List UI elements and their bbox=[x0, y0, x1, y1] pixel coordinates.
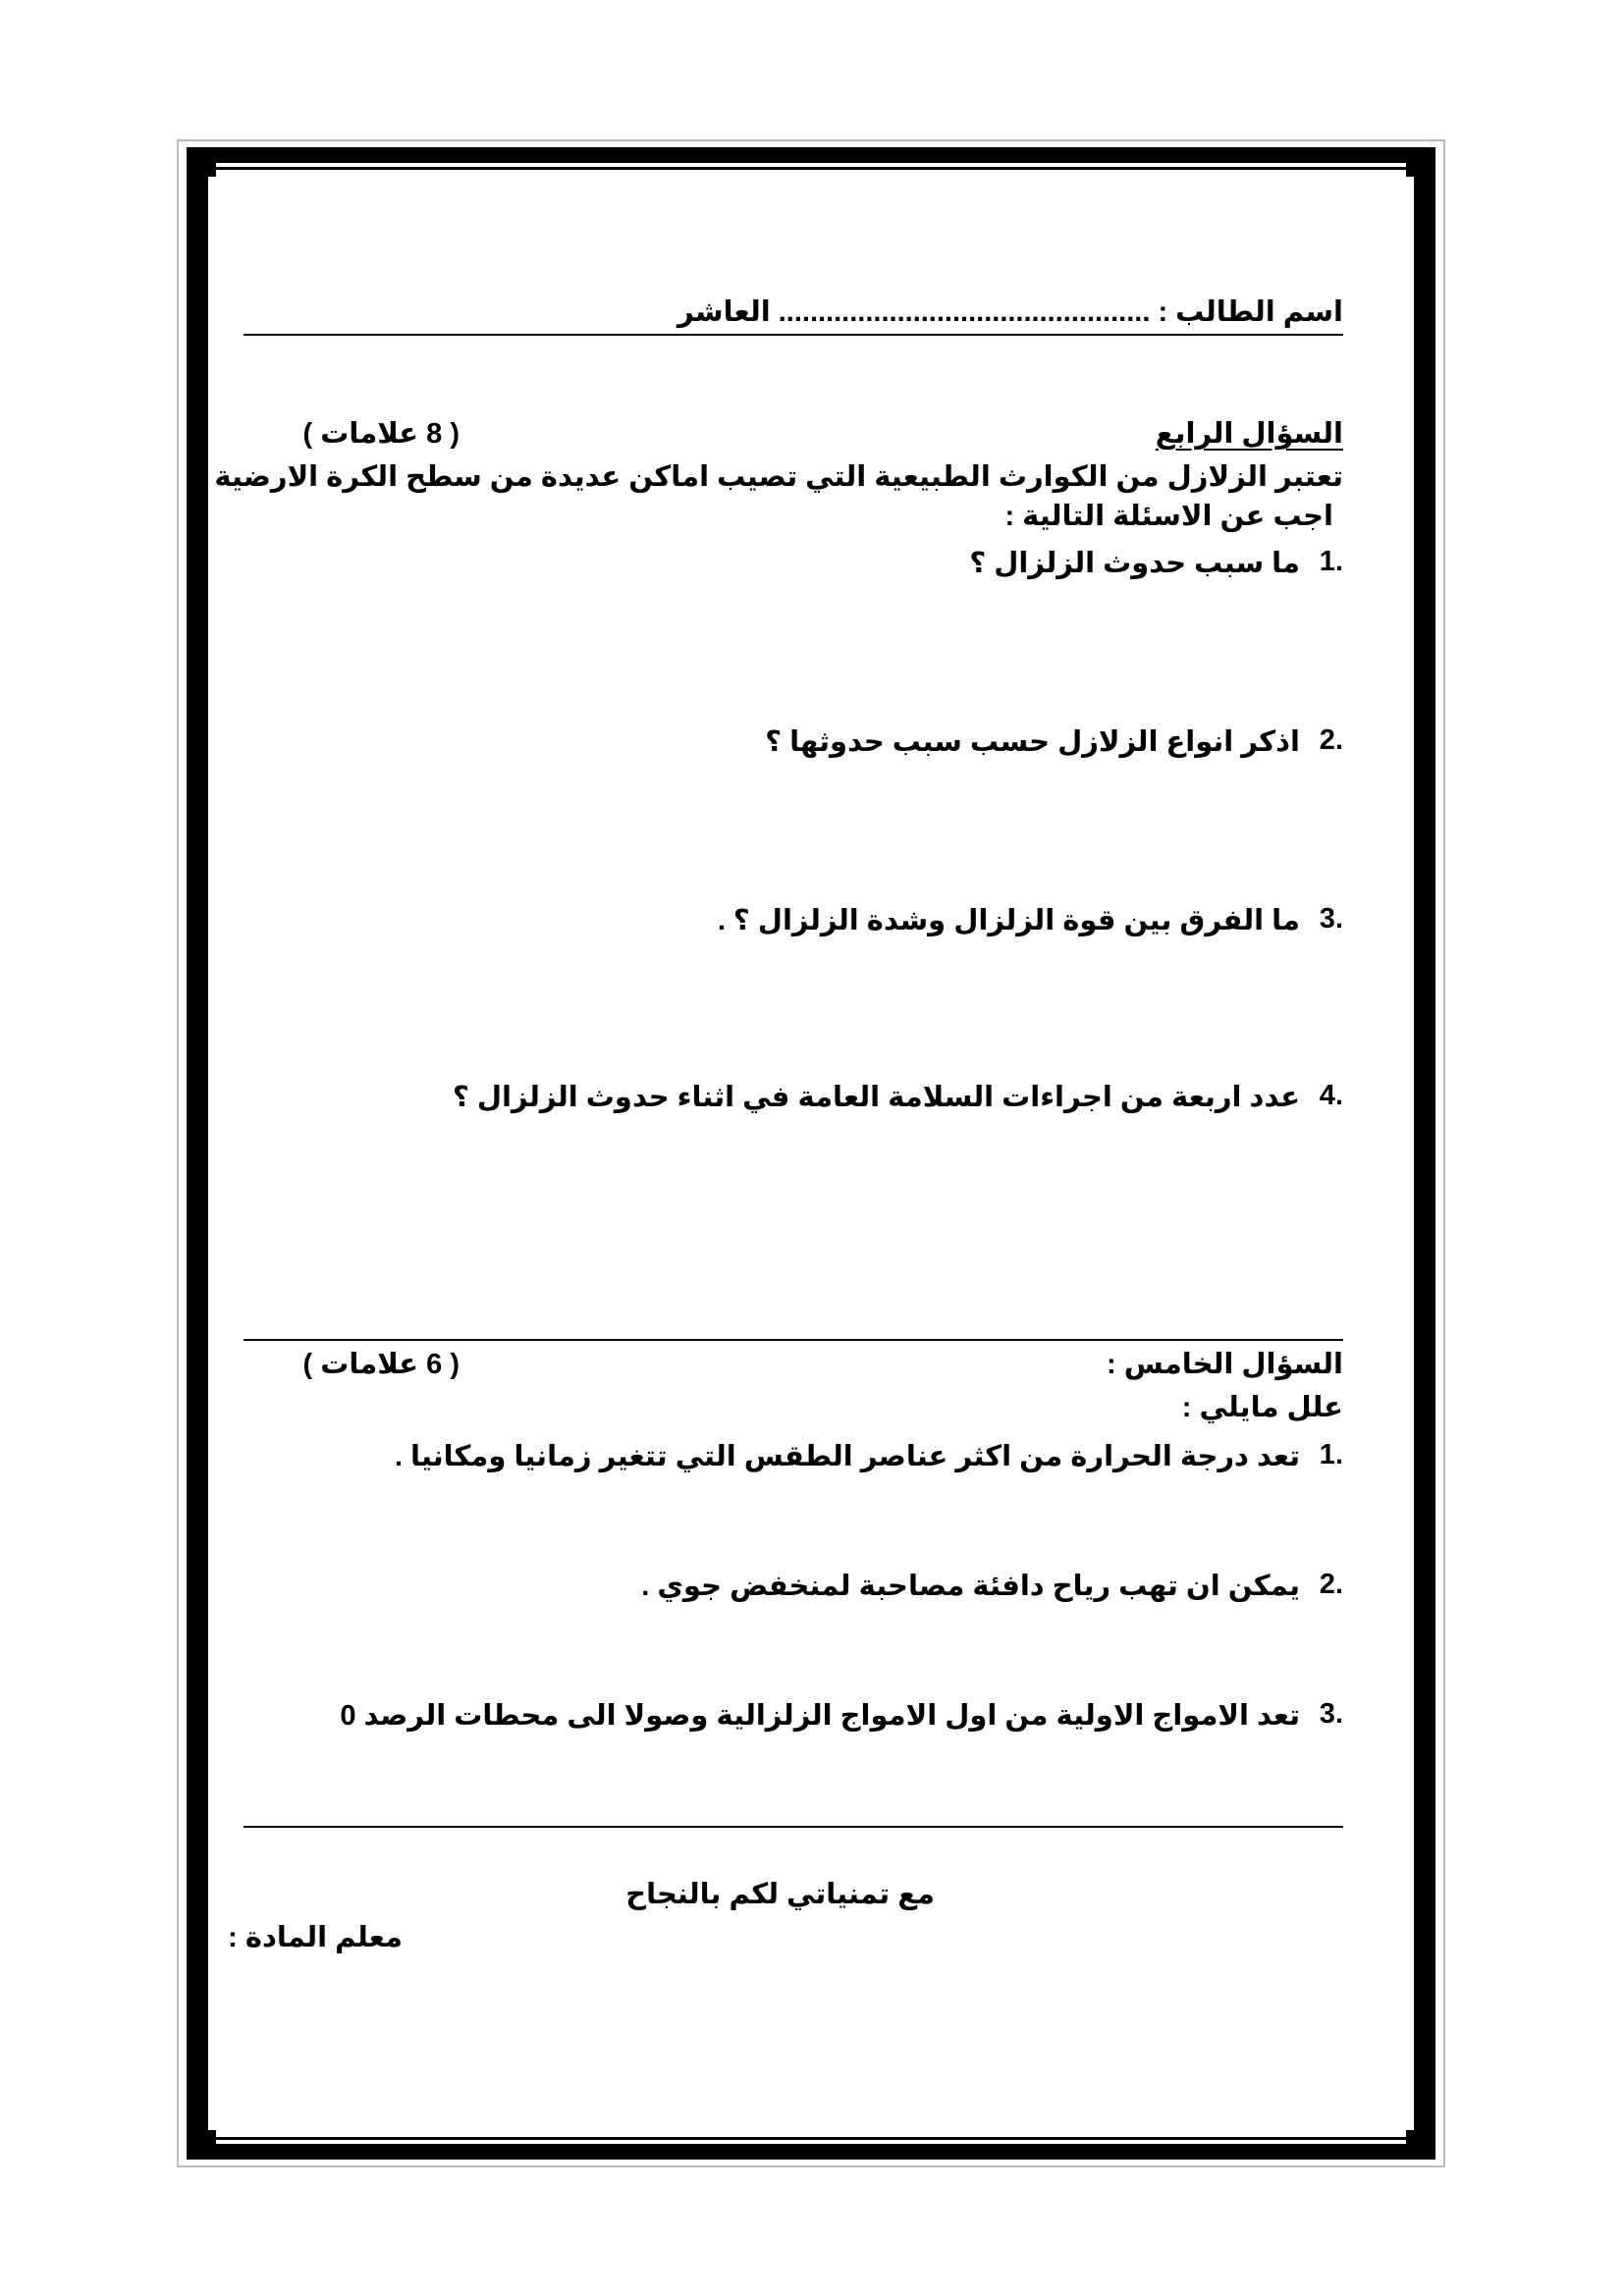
subject-teacher-label: معلم المادة : bbox=[228, 1922, 403, 1953]
q4-title: السؤال الرابع bbox=[1155, 418, 1343, 450]
q4-item-1-text: ما سبب حدوث الزلزال ؟ bbox=[969, 548, 1300, 579]
q5-marks: ( 6 علامات ) bbox=[302, 1349, 460, 1380]
q5-item-2-number: .2 bbox=[1319, 1569, 1343, 1600]
q4-item-2-number: .2 bbox=[1319, 724, 1343, 756]
q4-intro: تعتبر الزلازل من الكوارث الطبيعية التي تصيب اماكن عديدة من سطح الكرة الارضية . bbox=[198, 461, 1343, 493]
border-corner-top-left bbox=[189, 149, 216, 177]
q4-item-4-text: عدد اربعة من اجراءات السلامة العامة في اثناء حدوث الزلزال ؟ bbox=[452, 1082, 1300, 1113]
good-luck-message: مع تمنياتي لكم بالنجاح bbox=[625, 1879, 935, 1910]
q4-item-1-number: .1 bbox=[1319, 546, 1343, 577]
q4-instruction: اجب عن الاسئلة التالية : bbox=[1004, 501, 1333, 532]
student-name-line: اسم الطالب : ............................................... العاشر bbox=[677, 296, 1343, 328]
border-corner-bottom-left bbox=[189, 2130, 216, 2158]
q5-title: السؤال الخامس : bbox=[1107, 1349, 1343, 1380]
q5-item-3-number: .3 bbox=[1319, 1698, 1343, 1730]
q4-item-3-number: .3 bbox=[1319, 903, 1343, 934]
q4-marks: ( 8 علامات ) bbox=[302, 418, 460, 450]
section-rule bbox=[244, 1339, 1343, 1341]
q4-item-2-text: اذكر انواع الزلازل حسب سبب حدوثها ؟ bbox=[765, 726, 1300, 758]
q5-item-3-text: تعد الامواج الاولية من اول الامواج الزلزالية وصولا الى محطات الرصد 0 bbox=[340, 1700, 1300, 1732]
q5-item-1-text: تعد درجة الحرارة من اكثر عناصر الطقس التي تتغير زمانيا ومكانيا . bbox=[394, 1441, 1300, 1472]
q5-item-2-text: يمكن ان تهب رياح دافئة مصاحبة لمنخفض جوي . bbox=[641, 1571, 1300, 1602]
q5-item-1-number: .1 bbox=[1319, 1439, 1343, 1470]
q5-instruction: علل مايلي : bbox=[1181, 1392, 1343, 1423]
border-corner-top-right bbox=[1406, 149, 1434, 177]
q4-item-3-text: ما الفرق بين قوة الزلزال وشدة الزلزال ؟ . bbox=[717, 905, 1300, 936]
q4-item-4-number: .4 bbox=[1319, 1080, 1343, 1111]
border-corner-bottom-right bbox=[1406, 2130, 1434, 2158]
footer-rule bbox=[244, 1826, 1343, 1828]
header-rule bbox=[244, 334, 1343, 336]
